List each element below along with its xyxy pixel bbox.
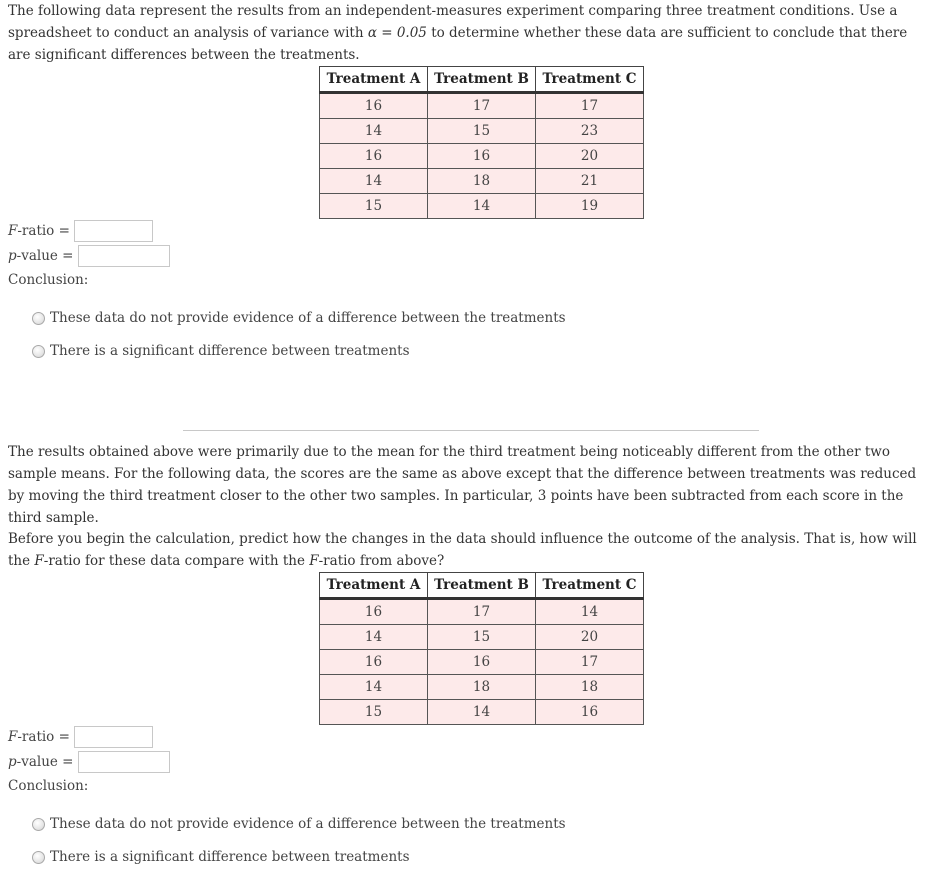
header-treatment-c: Treatment C [536,573,644,599]
p-value-input-2[interactable] [78,751,170,773]
data-table-1 [319,66,644,219]
table-row [320,675,644,700]
table-cell: 14 [536,599,644,625]
radio-button-icon[interactable] [32,851,45,864]
table-row [320,119,644,144]
table-cell: 15 [428,119,536,144]
table-cell: 23 [536,119,644,144]
table-cell: 15 [320,194,428,219]
f-ratio-input-2[interactable] [74,726,153,748]
problem-intro [8,0,928,66]
option-label: There is a significant difference between treatments [50,849,410,865]
prediction-prompt: Before you begin the calculation, predict how the changes in the data should influence the outcome of the analysis. That is, how will the F-ratio for these data compare with the F-ratio from above? [8,531,917,569]
f-ratio-row-1 [8,220,153,242]
f-ratio-input-1[interactable] [74,220,153,242]
table-cell: 18 [428,675,536,700]
header-treatment-b: Treatment B [428,573,536,599]
table-cell: 16 [320,93,428,119]
radio-button-icon[interactable] [32,818,45,831]
conclusion-option-no-difference-1[interactable] [32,308,566,328]
conclusion-label-2: Conclusion: [8,778,89,794]
f-ratio-row-2 [8,726,153,748]
table-row [320,169,644,194]
table-cell: 16 [320,599,428,625]
header-treatment-c: Treatment C [536,67,644,93]
table-cell: 17 [536,650,644,675]
data-table-2 [319,572,644,725]
table-cell: 14 [428,700,536,725]
p-value-input-1[interactable] [78,245,170,267]
table-cell: 16 [320,650,428,675]
conclusion-option-no-difference-2[interactable] [32,814,566,834]
table-cell: 21 [536,169,644,194]
table-cell: 19 [536,194,644,219]
p-value-row-2 [8,751,170,773]
table-row [320,144,644,169]
table-cell: 14 [320,119,428,144]
table-row [320,93,644,119]
table-cell: 17 [536,93,644,119]
table-cell: 15 [320,700,428,725]
table-header-row [320,573,644,599]
table-cell: 14 [428,194,536,219]
table-row [320,625,644,650]
alpha-expression: α = 0.05 [367,25,427,41]
header-treatment-a: Treatment A [320,573,428,599]
table-row [320,650,644,675]
table-cell: 15 [428,625,536,650]
table-row [320,599,644,625]
f-ratio-label: F-ratio = [8,223,70,239]
header-treatment-b: Treatment B [428,67,536,93]
header-treatment-a: Treatment A [320,67,428,93]
option-label: There is a significant difference between treatments [50,343,410,359]
table-cell: 20 [536,625,644,650]
table-cell: 16 [320,144,428,169]
table-row [320,194,644,219]
table-cell: 14 [320,169,428,194]
p-value-label: p-value = [8,754,74,770]
table-cell: 17 [428,599,536,625]
table-cell: 16 [428,144,536,169]
option-label: These data do not provide evidence of a difference between the treatments [50,310,566,326]
intro-text-2: to determine whether these data are sufficient to conclude that there are significant differences between the treatments. [8,25,908,63]
intro-text-1: The following data represent the results from an independent-measures experiment comparing three treatment conditions. Use a spreadsheet to conduct an analysis of variance with [8,3,898,41]
results-explanation: The results obtained above were primarily due to the mean for the third treatment being noticeably different from the other two sample means. For the following data, the scores are the same as above except that the difference between treatments was reduced by moving the third treatment closer to the other two samples. In particular, 3 points have been subtracted from each score in the third sample. [8,444,917,526]
table-cell: 16 [536,700,644,725]
radio-button-icon[interactable] [32,345,45,358]
radio-button-icon[interactable] [32,312,45,325]
f-ratio-label: F-ratio = [8,729,70,745]
table-cell: 14 [320,675,428,700]
table-cell: 17 [428,93,536,119]
table-header-row [320,67,644,93]
conclusion-option-significant-2[interactable] [32,847,410,867]
table-row [320,700,644,725]
conclusion-label-1: Conclusion: [8,272,89,288]
section-divider [183,430,759,431]
table-cell: 18 [428,169,536,194]
p-value-row-1 [8,245,170,267]
table-cell: 20 [536,144,644,169]
table-cell: 16 [428,650,536,675]
table-cell: 18 [536,675,644,700]
table-cell: 14 [320,625,428,650]
conclusion-option-significant-1[interactable] [32,341,410,361]
option-label: These data do not provide evidence of a difference between the treatments [50,816,566,832]
p-value-label: p-value = [8,248,74,264]
